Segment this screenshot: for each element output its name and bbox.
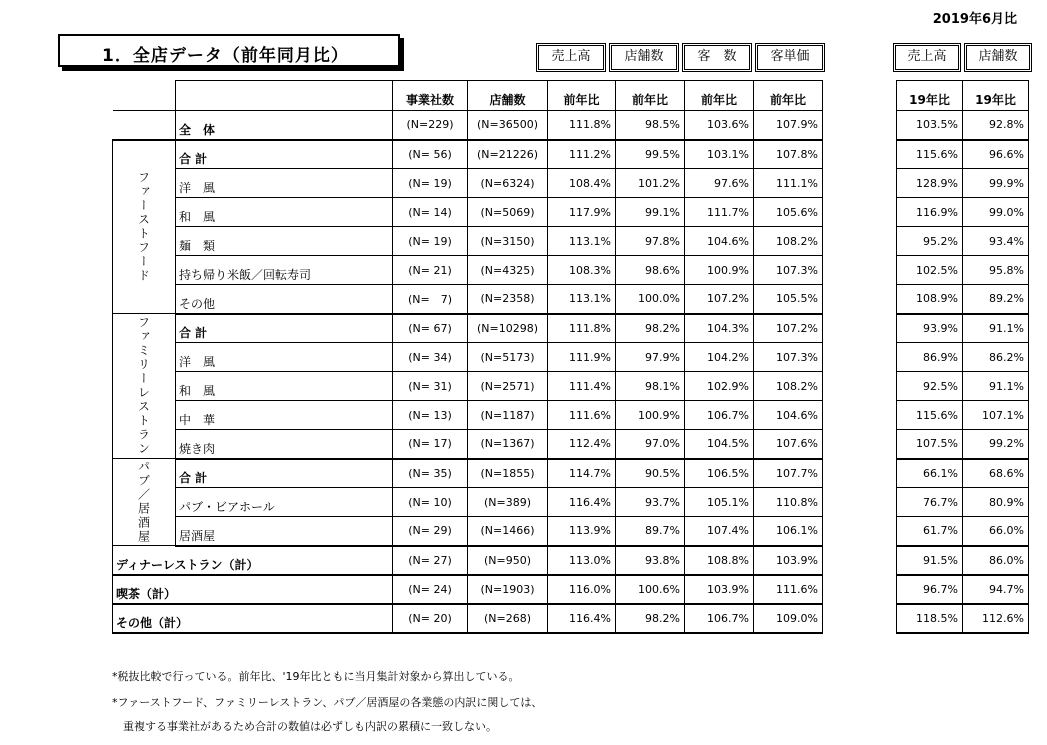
sales-yoy-cell: 113.9% (548, 517, 616, 546)
table-row (897, 604, 1029, 633)
table-row (897, 256, 1029, 285)
right-sales-cell: 91.5% (897, 546, 963, 575)
unit-yoy-cell: 107.3% (754, 343, 823, 372)
shops-yoy-cell: 98.2% (616, 314, 685, 343)
sales-yoy-cell: 117.9% (548, 198, 616, 227)
sales-yoy-cell: 116.4% (548, 488, 616, 517)
companies-cell: (N= 21) (393, 256, 468, 285)
right-shops-header: 19年比 (963, 81, 1029, 111)
table-row (897, 169, 1029, 198)
table-row (113, 227, 823, 256)
row-label: 合 計 (176, 459, 393, 488)
group-header-unit-price: 客単価 (755, 43, 825, 72)
right-sales-cell: 66.1% (897, 459, 963, 488)
table-row (897, 546, 1029, 575)
right-group-header-stores: 店舗数 (964, 43, 1032, 72)
right-shops-cell: 99.9% (963, 169, 1029, 198)
companies-cell: (N= 24) (393, 575, 468, 604)
customers-yoy-cell: 108.8% (685, 546, 754, 575)
footnote: *ファーストフード、ファミリーレストラン、パブ／居酒屋の各業態の内訳に関しては、 (112, 696, 543, 709)
customers-yoy-cell: 104.2% (685, 343, 754, 372)
group-header-stores: 店舗数 (609, 43, 679, 72)
table-row (113, 198, 823, 227)
customers-yoy-cell: 104.3% (685, 314, 754, 343)
table-row (113, 430, 823, 459)
companies-cell: (N= 19) (393, 227, 468, 256)
row-label: 合 計 (176, 314, 393, 343)
table-row (113, 488, 823, 517)
customers-yoy-cell: 104.6% (685, 227, 754, 256)
table-row (897, 227, 1029, 256)
stores-cell: (N=1855) (468, 459, 548, 488)
footnote: *税抜比較で行っている。前年比、'19年比ともに当月集計対象から算出している。 (112, 670, 520, 683)
stores-cell: (N=21226) (468, 140, 548, 169)
customers-yoy-header: 前年比 (685, 81, 754, 111)
sales-yoy-cell: 113.1% (548, 285, 616, 314)
unit-yoy-cell: 103.9% (754, 546, 823, 575)
header-spacer (113, 81, 176, 111)
table-row (897, 517, 1029, 546)
sales-yoy-cell: 113.0% (548, 546, 616, 575)
right-shops-cell: 92.8% (963, 111, 1029, 140)
right-sales-cell: 115.6% (897, 140, 963, 169)
shops-yoy-cell: 90.5% (616, 459, 685, 488)
table-row (897, 140, 1029, 169)
category-label: ファミリーレストラン (113, 314, 176, 459)
row-label: 喫茶（計） (113, 575, 393, 604)
table-row (113, 111, 823, 140)
unit-yoy-cell: 111.6% (754, 575, 823, 604)
sales-yoy-cell: 108.3% (548, 256, 616, 285)
unit-yoy-cell: 105.6% (754, 198, 823, 227)
group-header-sales: 売上高 (536, 43, 606, 72)
sales-yoy-cell: 116.4% (548, 604, 616, 633)
unit-yoy-cell: 104.6% (754, 401, 823, 430)
stores-cell: (N=4325) (468, 256, 548, 285)
right-shops-cell: 95.8% (963, 256, 1029, 285)
right-sales-cell: 128.9% (897, 169, 963, 198)
row-label: 麺 類 (176, 227, 393, 256)
table-row (897, 343, 1029, 372)
right-shops-cell: 86.0% (963, 546, 1029, 575)
customers-yoy-cell: 107.2% (685, 285, 754, 314)
shops-yoy-cell: 93.8% (616, 546, 685, 575)
shops-yoy-cell: 99.1% (616, 198, 685, 227)
customers-yoy-cell: 106.5% (685, 459, 754, 488)
table-row (897, 401, 1029, 430)
customers-yoy-cell: 106.7% (685, 401, 754, 430)
right-sales-cell: 76.7% (897, 488, 963, 517)
companies-cell: (N= 35) (393, 459, 468, 488)
stores-cell: (N=389) (468, 488, 548, 517)
right-shops-cell: 99.2% (963, 430, 1029, 459)
sales-yoy-cell: 111.4% (548, 372, 616, 401)
footnote: 重複する事業社があるため合計の数値は必ずしも内訳の累積に一致しない。 (112, 720, 497, 733)
row-label: 焼き肉 (176, 430, 393, 459)
row-label: 和 風 (176, 198, 393, 227)
row-spacer (113, 111, 176, 140)
right-table (896, 80, 1029, 634)
right-shops-cell: 96.6% (963, 140, 1029, 169)
row-label: ディナーレストラン（計） (113, 546, 393, 575)
shops-yoy-cell: 99.5% (616, 140, 685, 169)
stores-cell: (N=1903) (468, 575, 548, 604)
unit-yoy-cell: 107.8% (754, 140, 823, 169)
stores-cell: (N=5173) (468, 343, 548, 372)
right-sales-cell: 96.7% (897, 575, 963, 604)
right-sales-cell: 86.9% (897, 343, 963, 372)
sales-yoy-cell: 111.9% (548, 343, 616, 372)
row-label: 合 計 (176, 140, 393, 169)
shops-yoy-cell: 97.9% (616, 343, 685, 372)
table-row (113, 517, 823, 546)
right-group-header-sales: 売上高 (893, 43, 961, 72)
table-row (897, 488, 1029, 517)
report-date: 2019年6月比 (932, 12, 1017, 27)
shops-yoy-cell: 98.1% (616, 372, 685, 401)
table-row (113, 575, 823, 604)
shops-yoy-cell: 97.8% (616, 227, 685, 256)
right-sales-cell: 93.9% (897, 314, 963, 343)
companies-cell: (N=229) (393, 111, 468, 140)
table-row (897, 372, 1029, 401)
customers-yoy-cell: 102.9% (685, 372, 754, 401)
right-shops-cell: 86.2% (963, 343, 1029, 372)
companies-cell: (N= 7) (393, 285, 468, 314)
row-label: 持ち帰り米飯／回転寿司 (176, 256, 393, 285)
table-row (113, 314, 823, 343)
stores-cell: (N=2571) (468, 372, 548, 401)
right-shops-cell: 68.6% (963, 459, 1029, 488)
unit-yoy-cell: 108.2% (754, 227, 823, 256)
unit-yoy-cell: 108.2% (754, 372, 823, 401)
table-row (897, 459, 1029, 488)
companies-cell: (N= 56) (393, 140, 468, 169)
row-label: パブ・ビアホール (176, 488, 393, 517)
stores-cell: (N=1367) (468, 430, 548, 459)
customers-yoy-cell: 105.1% (685, 488, 754, 517)
customers-yoy-cell: 100.9% (685, 256, 754, 285)
right-sales-cell: 115.6% (897, 401, 963, 430)
shops-yoy-cell: 98.2% (616, 604, 685, 633)
right-sales-cell: 95.2% (897, 227, 963, 256)
unit-yoy-cell: 110.8% (754, 488, 823, 517)
right-shops-cell: 99.0% (963, 198, 1029, 227)
table-row (897, 575, 1029, 604)
unit-yoy-cell: 109.0% (754, 604, 823, 633)
right-sales-cell: 116.9% (897, 198, 963, 227)
row-label: 全 体 (176, 111, 393, 140)
companies-cell: (N= 19) (393, 169, 468, 198)
companies-cell: (N= 34) (393, 343, 468, 372)
sales-yoy-cell: 111.2% (548, 140, 616, 169)
header-blank (176, 81, 393, 111)
sales-yoy-header: 前年比 (548, 81, 616, 111)
row-label: 洋 風 (176, 169, 393, 198)
table-row (113, 401, 823, 430)
table-row (113, 459, 823, 488)
companies-cell: (N= 10) (393, 488, 468, 517)
customers-yoy-cell: 103.1% (685, 140, 754, 169)
customers-yoy-cell: 103.9% (685, 575, 754, 604)
shops-yoy-cell: 98.6% (616, 256, 685, 285)
right-shops-cell: 89.2% (963, 285, 1029, 314)
right-shops-cell: 91.1% (963, 314, 1029, 343)
stores-cell: (N=2358) (468, 285, 548, 314)
customers-yoy-cell: 111.7% (685, 198, 754, 227)
companies-cell: (N= 14) (393, 198, 468, 227)
stores-cell: (N=950) (468, 546, 548, 575)
right-sales-cell: 107.5% (897, 430, 963, 459)
right-sales-cell: 92.5% (897, 372, 963, 401)
table-row (113, 546, 823, 575)
stores-cell: (N=10298) (468, 314, 548, 343)
shops-yoy-cell: 100.0% (616, 285, 685, 314)
shops-yoy-cell: 97.0% (616, 430, 685, 459)
sales-yoy-cell: 108.4% (548, 169, 616, 198)
section-title: 1．全店データ（前年同月比） (58, 34, 400, 67)
row-label: 居酒屋 (176, 517, 393, 546)
right-sales-header: 19年比 (897, 81, 963, 111)
row-label: 洋 風 (176, 343, 393, 372)
right-shops-cell: 80.9% (963, 488, 1029, 517)
right-shops-cell: 66.0% (963, 517, 1029, 546)
stores-cell: (N=5069) (468, 198, 548, 227)
right-shops-cell: 93.4% (963, 227, 1029, 256)
companies-cell: (N= 17) (393, 430, 468, 459)
companies-cell: (N= 27) (393, 546, 468, 575)
companies-cell: (N= 20) (393, 604, 468, 633)
sales-yoy-cell: 116.0% (548, 575, 616, 604)
companies-cell: (N= 29) (393, 517, 468, 546)
companies-header: 事業社数 (393, 81, 468, 111)
customers-yoy-cell: 103.6% (685, 111, 754, 140)
sales-yoy-cell: 111.6% (548, 401, 616, 430)
category-label: パブ／居酒屋 (113, 459, 176, 546)
right-sales-cell: 61.7% (897, 517, 963, 546)
companies-cell: (N= 67) (393, 314, 468, 343)
group-header-customers: 客 数 (682, 43, 752, 72)
category-label: ファーストフード (113, 140, 176, 314)
main-table (112, 80, 823, 634)
shops-yoy-cell: 93.7% (616, 488, 685, 517)
sales-yoy-cell: 114.7% (548, 459, 616, 488)
table-row (113, 140, 823, 169)
unit-yoy-cell: 107.7% (754, 459, 823, 488)
stores-header: 店舗数 (468, 81, 548, 111)
right-sales-cell: 103.5% (897, 111, 963, 140)
stores-cell: (N=6324) (468, 169, 548, 198)
companies-cell: (N= 13) (393, 401, 468, 430)
table-row (897, 314, 1029, 343)
stores-cell: (N=1187) (468, 401, 548, 430)
table-row (113, 372, 823, 401)
table-row (113, 343, 823, 372)
right-sales-cell: 118.5% (897, 604, 963, 633)
shops-yoy-header: 前年比 (616, 81, 685, 111)
unit-yoy-cell: 105.5% (754, 285, 823, 314)
customers-yoy-cell: 106.7% (685, 604, 754, 633)
shops-yoy-cell: 89.7% (616, 517, 685, 546)
table-row (897, 285, 1029, 314)
shops-yoy-cell: 100.9% (616, 401, 685, 430)
customers-yoy-cell: 107.4% (685, 517, 754, 546)
stores-cell: (N=36500) (468, 111, 548, 140)
table-row (897, 430, 1029, 459)
unit-yoy-cell: 107.6% (754, 430, 823, 459)
shops-yoy-cell: 98.5% (616, 111, 685, 140)
table-row (113, 256, 823, 285)
table-row (113, 285, 823, 314)
customers-yoy-cell: 97.6% (685, 169, 754, 198)
sales-yoy-cell: 113.1% (548, 227, 616, 256)
right-shops-cell: 94.7% (963, 575, 1029, 604)
stores-cell: (N=3150) (468, 227, 548, 256)
row-label: その他 (176, 285, 393, 314)
companies-cell: (N= 31) (393, 372, 468, 401)
right-sales-cell: 108.9% (897, 285, 963, 314)
unit-yoy-cell: 106.1% (754, 517, 823, 546)
right-shops-cell: 112.6% (963, 604, 1029, 633)
row-label: 中 華 (176, 401, 393, 430)
row-label: 和 風 (176, 372, 393, 401)
sales-yoy-cell: 112.4% (548, 430, 616, 459)
right-shops-cell: 107.1% (963, 401, 1029, 430)
unit-yoy-header: 前年比 (754, 81, 823, 111)
stores-cell: (N=268) (468, 604, 548, 633)
row-label: その他（計） (113, 604, 393, 633)
sales-yoy-cell: 111.8% (548, 314, 616, 343)
right-shops-cell: 91.1% (963, 372, 1029, 401)
stores-cell: (N=1466) (468, 517, 548, 546)
shops-yoy-cell: 100.6% (616, 575, 685, 604)
unit-yoy-cell: 107.3% (754, 256, 823, 285)
unit-yoy-cell: 107.2% (754, 314, 823, 343)
customers-yoy-cell: 104.5% (685, 430, 754, 459)
right-sales-cell: 102.5% (897, 256, 963, 285)
unit-yoy-cell: 107.9% (754, 111, 823, 140)
table-row (897, 111, 1029, 140)
table-row (113, 169, 823, 198)
sales-yoy-cell: 111.8% (548, 111, 616, 140)
shops-yoy-cell: 101.2% (616, 169, 685, 198)
table-row (113, 604, 823, 633)
table-row (897, 198, 1029, 227)
unit-yoy-cell: 111.1% (754, 169, 823, 198)
